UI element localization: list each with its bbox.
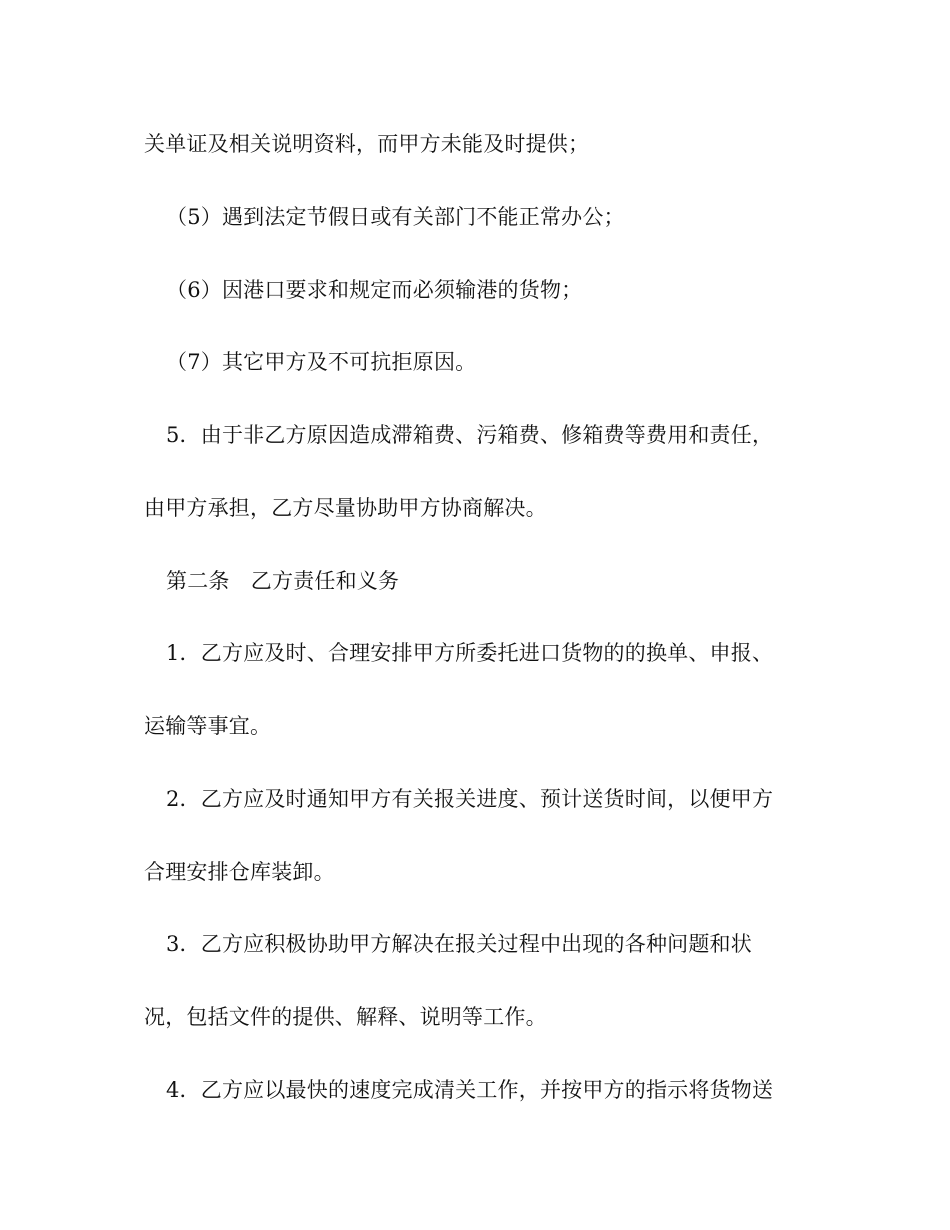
paragraph-line: 3．乙方应积极协助甲方解决在报关过程中出现的各种问题和状 xyxy=(166,932,752,956)
paragraph-line: 2．乙方应及时通知甲方有关报关进度、预计送货时间，以便甲方 xyxy=(166,787,774,811)
list-item: （6）因港口要求和规定而必须输港的货物； xyxy=(166,278,583,302)
list-item: （7）其它甲方及不可抗拒原因。 xyxy=(166,350,477,374)
section-heading: 第二条 乙方责任和义务 xyxy=(166,569,400,593)
text-line: 关单证及相关说明资料，而甲方未能及时提供； xyxy=(144,132,590,156)
paragraph-line: 1．乙方应及时、合理安排甲方所委托进口货物的的换单、申报、 xyxy=(166,641,774,665)
text-line: 由甲方承担，乙方尽量协助甲方协商解决。 xyxy=(144,496,547,520)
list-item: （5）遇到法定节假日或有关部门不能正常办公； xyxy=(166,205,625,229)
text-line: 运输等事宜。 xyxy=(144,714,272,738)
paragraph-line: 4．乙方应以最快的速度完成清关工作，并按甲方的指示将货物送 xyxy=(166,1078,774,1102)
text-line: 况，包括文件的提供、解释、说明等工作。 xyxy=(144,1005,547,1029)
text-line: 合理安排仓库装卸。 xyxy=(144,860,335,884)
paragraph-line: 5．由于非乙方原因造成滞箱费、污箱费、修箱费等费用和责任， xyxy=(166,423,774,447)
